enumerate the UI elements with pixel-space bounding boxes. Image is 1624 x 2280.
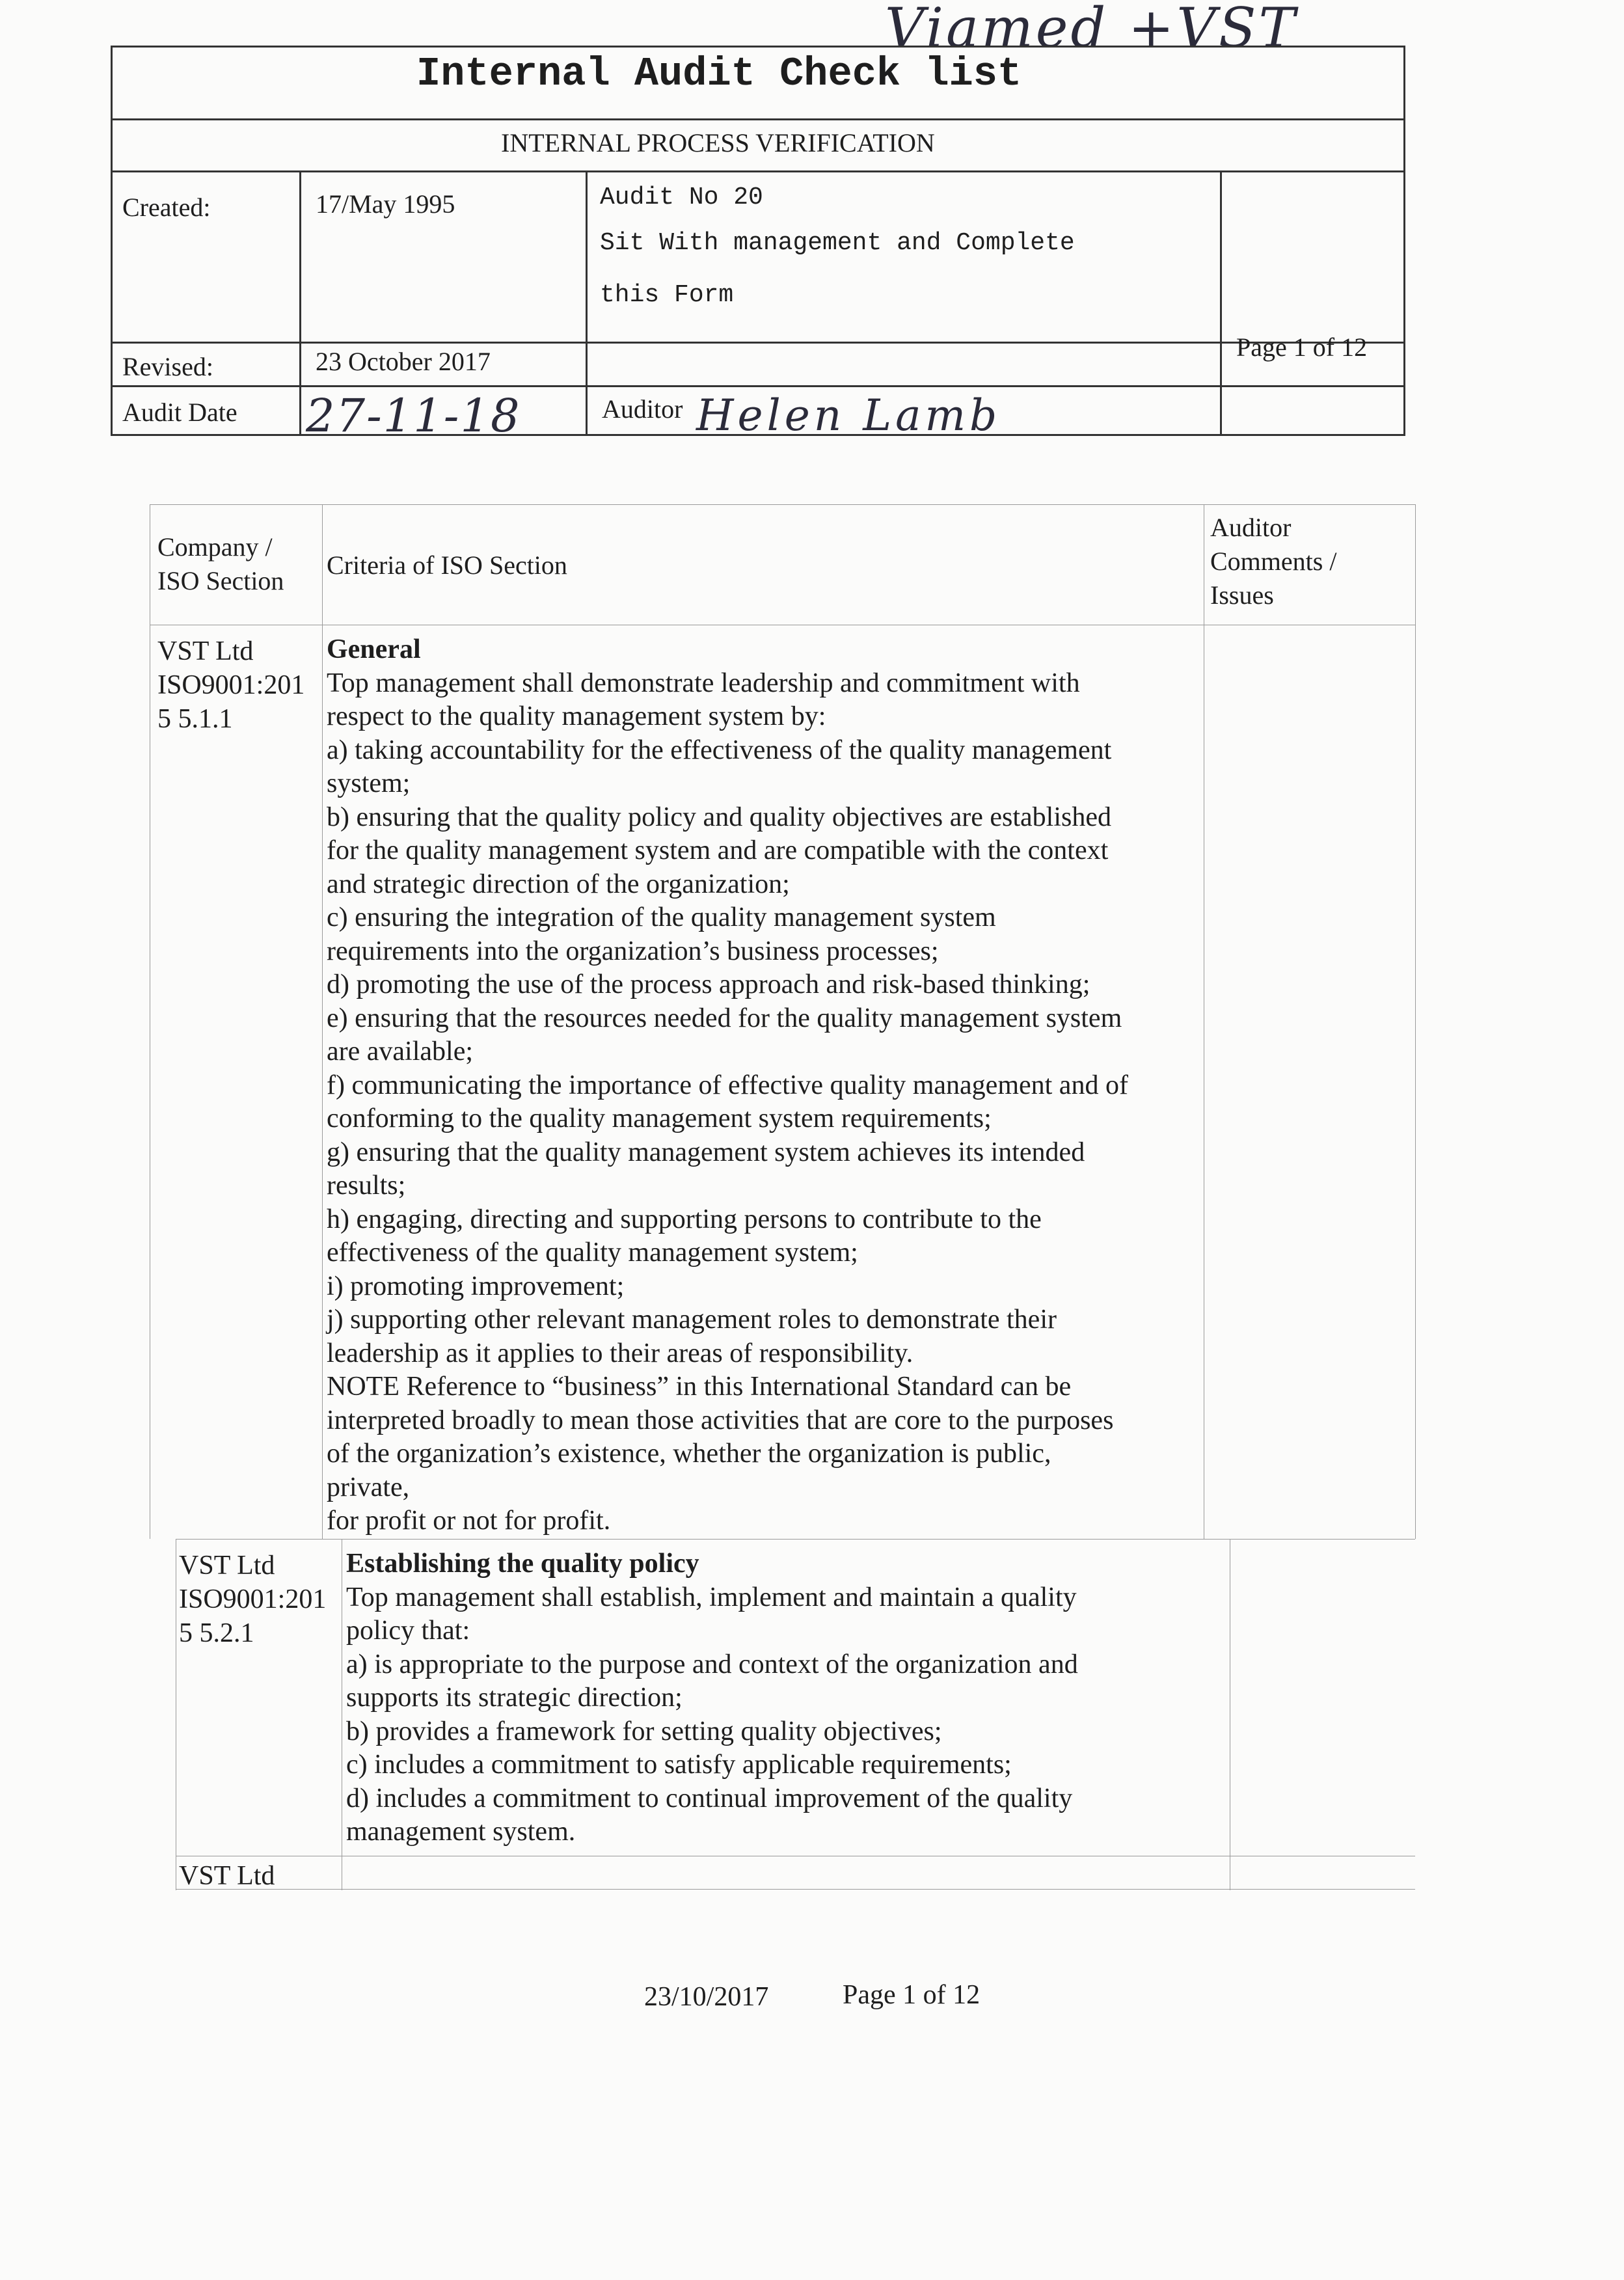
column-header-company: Company / ISO Section (157, 532, 284, 595)
criteria-line: a) taking accountability for the effectiveness of the quality management (327, 735, 1112, 765)
criteria-line: results; (327, 1171, 406, 1201)
audit-header-box (111, 46, 1405, 455)
criteria-line: c) ensuring the integration of the quality management system (327, 903, 996, 932)
criteria-line: d) promoting the use of the process approach and risk-based thinking; (327, 970, 1090, 999)
criteria-line: of the organization’s existence, whether the organization is public, (327, 1439, 1051, 1469)
audit-date-label: Audit Date (122, 398, 237, 427)
header-page-number: Page 1 of 12 (1236, 332, 1368, 362)
criteria-line: for the quality management system and are compatible with the context (327, 835, 1109, 865)
criteria-line: g) ensuring that the quality management system achieves its intended (327, 1137, 1085, 1167)
criteria-line: respect to the quality management system by: (327, 701, 826, 731)
audit-number: Audit No 20 (600, 183, 763, 211)
criteria-line: NOTE Reference to “business” in this International Standard can be (327, 1372, 1072, 1402)
criteria-line: requirements into the organization’s business processes; (327, 936, 939, 966)
column-header-criteria: Criteria of ISO Section (327, 550, 567, 580)
criteria-line: b) ensuring that the quality policy and quality objectives are established (327, 802, 1112, 832)
criteria-line: for profit or not for profit. (327, 1506, 611, 1536)
criteria-line: i) promoting improvement; (327, 1271, 625, 1301)
checklist-table (150, 504, 1415, 1955)
criteria-line: j) supporting other relevant management roles to demonstrate their (327, 1305, 1057, 1335)
revised-value: 23 October 2017 (316, 347, 491, 376)
criteria-line: policy that: (346, 1616, 470, 1646)
footer-page-number: Page 1 of 12 (843, 1980, 981, 2010)
handwritten-company-note: Viamed +VST (885, 0, 1298, 60)
criteria-line: f) communicating the importance of effective quality management and of (327, 1070, 1128, 1100)
table-row-3-company: VST Ltd (179, 1861, 275, 1891)
footer-date: 23/10/2017 (644, 1982, 769, 2012)
criteria-line: supports its strategic direction; (346, 1683, 683, 1713)
criteria-line: effectiveness of the quality management system; (327, 1238, 858, 1268)
audit-instruction-line2: this Form (600, 281, 734, 309)
criteria-line: Top management shall demonstrate leadership and commitment with (327, 668, 1080, 698)
auditor-signature: Helen Lamb (696, 390, 1001, 441)
criteria-line: system; (327, 768, 411, 798)
table-row-2-criteria (346, 1547, 1078, 1849)
created-label: Created: (122, 193, 211, 222)
criteria-line: d) includes a commitment to continual improvement of the quality (346, 1783, 1073, 1813)
criteria-line: interpreted broadly to mean those activities that are core to the purposes (327, 1405, 1114, 1435)
criteria-line: a) is appropriate to the purpose and context of the organization and (346, 1649, 1078, 1679)
criteria-line: b) provides a framework for setting quality objectives; (346, 1716, 942, 1746)
criteria-line: Top management shall establish, implement and maintain a quality (346, 1582, 1077, 1612)
criteria-line: c) includes a commitment to satisfy applicable requirements; (346, 1750, 1012, 1780)
column-header-comments: Auditor Comments / Issues (1210, 513, 1337, 610)
table-row-1-criteria (327, 633, 1128, 1538)
criteria-line: private, (327, 1472, 410, 1502)
criteria-line: conforming to the quality management system requirements; (327, 1104, 992, 1133)
criteria-line: h) engaging, directing and supporting persons to contribute to the (327, 1204, 1042, 1234)
section-heading-general: General (327, 634, 421, 664)
document-subtitle: INTERNAL PROCESS VERIFICATION (501, 128, 935, 157)
handwritten-audit-date: 27-11-18 (306, 389, 521, 442)
document-title: Internal Audit Check list (416, 51, 1022, 97)
section-heading-quality-policy: Establishing the quality policy (346, 1549, 699, 1579)
table-row-2-company: VST Ltd ISO9001:201 5 5.2.1 (179, 1551, 327, 1648)
criteria-line: are available; (327, 1037, 474, 1066)
auditor-label: Auditor (602, 394, 683, 424)
criteria-line: and strategic direction of the organization; (327, 869, 790, 899)
revised-label: Revised: (122, 352, 213, 381)
audit-instruction-line1: Sit With management and Complete (600, 229, 1075, 257)
created-value: 17/May 1995 (316, 189, 455, 219)
criteria-line: leadership as it applies to their areas of responsibility. (327, 1338, 914, 1368)
criteria-line: e) ensuring that the resources needed for the quality management system (327, 1003, 1122, 1033)
criteria-line: management system. (346, 1817, 576, 1847)
table-row-1-company: VST Ltd ISO9001:201 5 5.1.1 (157, 636, 305, 734)
